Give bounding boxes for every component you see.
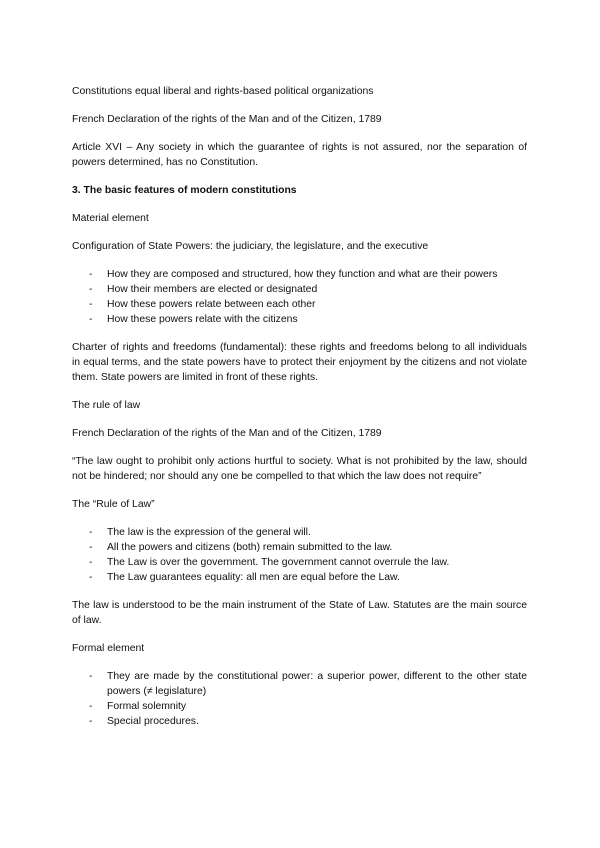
list-item: - The Law guarantees equality: all men are equal before the Law. [72,570,527,585]
section-heading: 3. The basic features of modern constitutions [72,185,297,196]
quote-paragraph: “The law ought to prohibit only actions hurtful to society. What is not prohibited by the law, should not be hindered; nor should any one be compelled to that which the law does not require” [72,456,527,482]
configuration-paragraph: Configuration of State Powers: the judiciary, the legislature, and the executive [72,241,429,252]
formal-element-label: Formal element [72,643,145,654]
list-item: - All the powers and citizens (both) remain submitted to the law. [72,540,527,555]
law-instrument-paragraph: The law is understood to be the main instrument of the State of Law. Statutes are the main source of law. [72,600,527,626]
material-element-label: Material element [72,213,149,224]
list-item: - The law is the expression of the general will. [72,525,527,540]
article-xvi-paragraph: Article XVI – Any society in which the guarantee of rights is not assured, nor the separation of powers determined, has no Constitution. [72,142,527,168]
formal-element-list [72,669,527,729]
list-item: - How they are composed and structured, how they function and what are their powers [72,267,527,282]
rule-of-law-list [72,525,527,585]
list-item: - They are made by the constitutional power: a superior power, different to the other state powers (≠ legislature) [72,669,527,699]
intro-paragraph: Constitutions equal liberal and rights-based political organizations [72,86,374,97]
list-item: - Formal solemnity [72,699,527,714]
document-page [72,84,527,742]
powers-list [72,267,527,327]
rule-of-law-label: The rule of law [72,400,141,411]
rule-of-law-quoted-label: The “Rule of Law” [72,499,155,510]
list-item: - Special procedures. [72,714,527,729]
list-item: - How these powers relate with the citizens [72,312,527,327]
list-item: - How their members are elected or designated [72,282,527,297]
list-item: - How these powers relate between each other [72,297,527,312]
list-item: - The Law is over the government. The government cannot overrule the law. [72,555,527,570]
charter-paragraph: Charter of rights and freedoms (fundamental): these rights and freedoms belong to all individuals in equal terms, and the state powers have to protect their enjoyment by the citizens and not violate them. State powers are limited in front of these rights. [72,342,527,383]
french-declaration-citation-2: French Declaration of the rights of the Man and of the Citizen, 1789 [72,428,382,439]
french-declaration-citation: French Declaration of the rights of the Man and of the Citizen, 1789 [72,114,382,125]
